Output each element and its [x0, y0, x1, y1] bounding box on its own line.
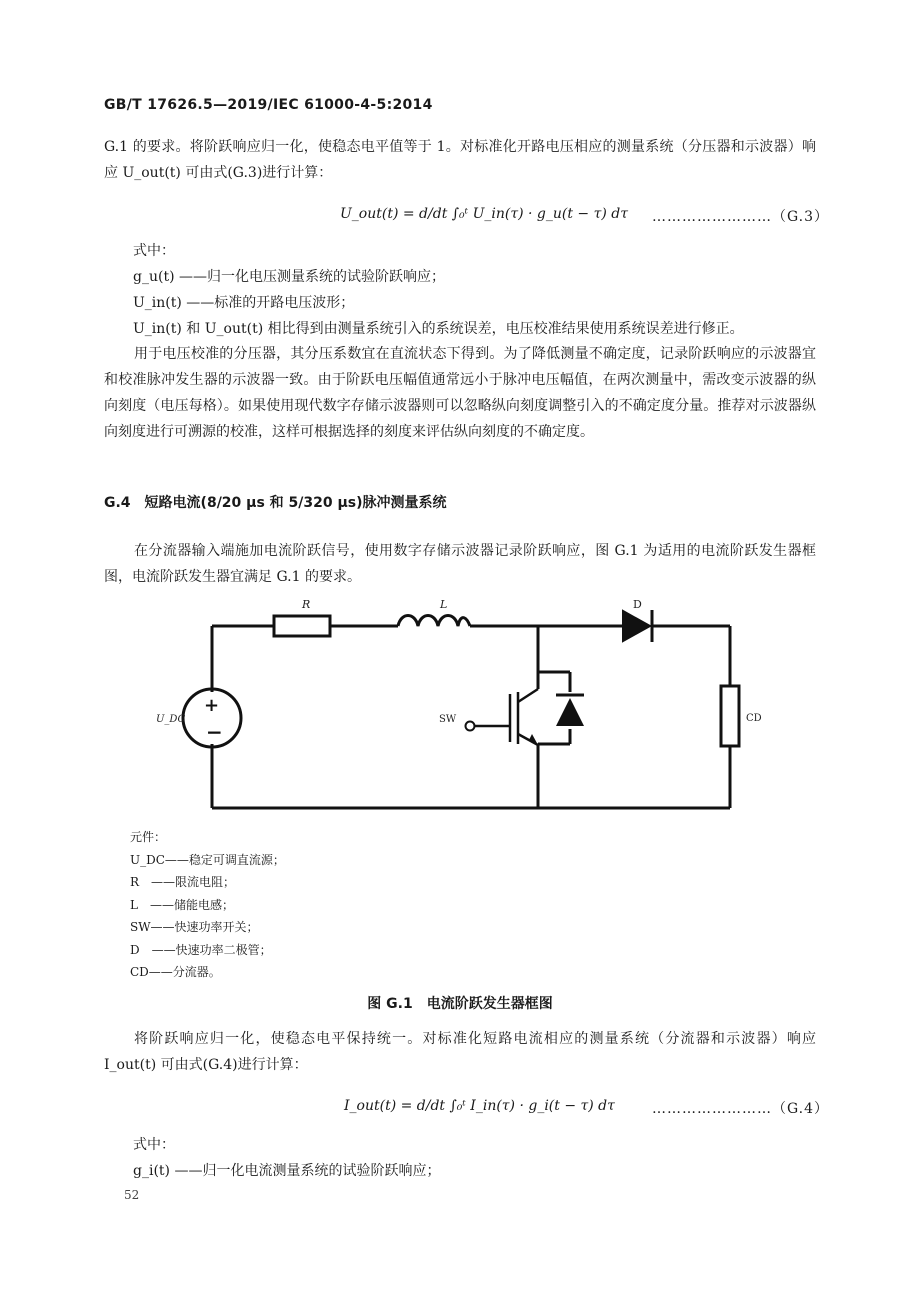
paragraph-current-normalize: 将阶跃响应归一化，使稳态电平保持统一。对标准化短路电流相应的测量系统（分流器和示波器）响应 I_out(t) 可由式(G.4)进行计算： [104, 1031, 816, 1073]
label-udc: U_DC [156, 714, 186, 725]
legend-item-sw: SW——快速功率开关； [130, 920, 259, 934]
definition-gi: g_i(t) ——归一化电流测量系统的试验阶跃响应； [133, 1163, 441, 1179]
equation-g4: I_out(t) = d/dt ∫₀ᵗ I_in(τ) · g_i(t − τ) dτ [344, 1098, 615, 1114]
legend-item-d: D ——快速功率二极管； [130, 942, 272, 957]
standard-header: GB/T 17626.5—2019/IEC 61000-4-5:2014 [104, 97, 433, 113]
circuit-diagram [140, 594, 780, 820]
diode-d [623, 611, 650, 641]
label-r: R [302, 598, 311, 611]
definition-uin: U_in(t) ——标准的开路电压波形； [133, 295, 355, 311]
paragraph-g1-requirement: G.1 的要求。将阶跃响应归一化，使稳态电平值等于 1。对标准化开路电压相应的测量系统（分压器和示波器）响应 U_out(t) 可由式(G.3)进行计算： [104, 139, 816, 181]
equation-g3: U_out(t) = d/dt ∫₀ᵗ U_in(τ) · g_u(t − τ) dτ [340, 206, 628, 222]
paragraph-current-step: 在分流器输入端施加电流阶跃信号，使用数字存储示波器记录阶跃响应，图 G.1 为适用的电流阶跃发生器框图，电流阶跃发生器宜满足 G.1 的要求。 [104, 543, 816, 585]
where-label-2: 式中： [133, 1137, 175, 1153]
definition-gu: g_u(t) ——归一化电压测量系统的试验阶跃响应； [133, 269, 445, 285]
legend [130, 826, 285, 984]
switch-terminal [466, 722, 475, 731]
figure-caption: 图 G.1 电流阶跃发生器框图 [367, 996, 553, 1012]
paragraph-voltage-calibration: 用于电压校准的分压器，其分压系数宜在直流状态下得到。为了降低测量不确定度，记录阶跃响应的示波器宜和校准脉冲发生器的示波器一致。由于阶跃电压幅值通常远小于脉冲电压幅值，在两次测量中，需改变示波器的纵向刻度（电压每格）。如果使用现代数字存储示波器则可以忽略纵向刻度调整引入的不确定度分量。推荐对示波器纵向刻度进行可溯源的校准，这样可根据选择的刻度来评估纵向刻度的不确定度。 [104, 346, 816, 440]
legend-item-l: L ——储能电感； [130, 897, 234, 912]
label-d: D [633, 598, 642, 611]
equation-g3-number: ……………………（G.3） [652, 209, 830, 225]
legend-title: 元件： [130, 830, 167, 844]
page-number: 52 [124, 1188, 140, 1202]
where-label-1: 式中： [133, 243, 175, 259]
minus-sign: − [206, 720, 223, 744]
legend-item-r: R ——限流电阻； [130, 875, 236, 889]
equation-g4-number: ……………………（G.4） [652, 1101, 830, 1117]
legend-item-udc: U_DC——稳定可调直流源； [130, 852, 285, 867]
switch-sw [474, 689, 538, 745]
freewheel-diode [556, 698, 584, 726]
section-g4-heading: G.4 短路电流(8/20 μs 和 5/320 μs)脉冲测量系统 [104, 495, 447, 511]
resistor-r [274, 616, 330, 636]
label-l: L [440, 598, 448, 611]
plus-sign: + [204, 695, 220, 716]
shunt-cd [721, 686, 739, 746]
label-cd: CD [746, 713, 762, 724]
inductor-l [398, 616, 470, 627]
legend-item-cd: CD——分流器。 [130, 965, 221, 979]
definition-compare: U_in(t) 和 U_out(t) 相比得到由测量系统引入的系统误差，电压校准结果使用系统误差进行修正。 [133, 321, 744, 337]
label-sw: SW [439, 714, 457, 725]
